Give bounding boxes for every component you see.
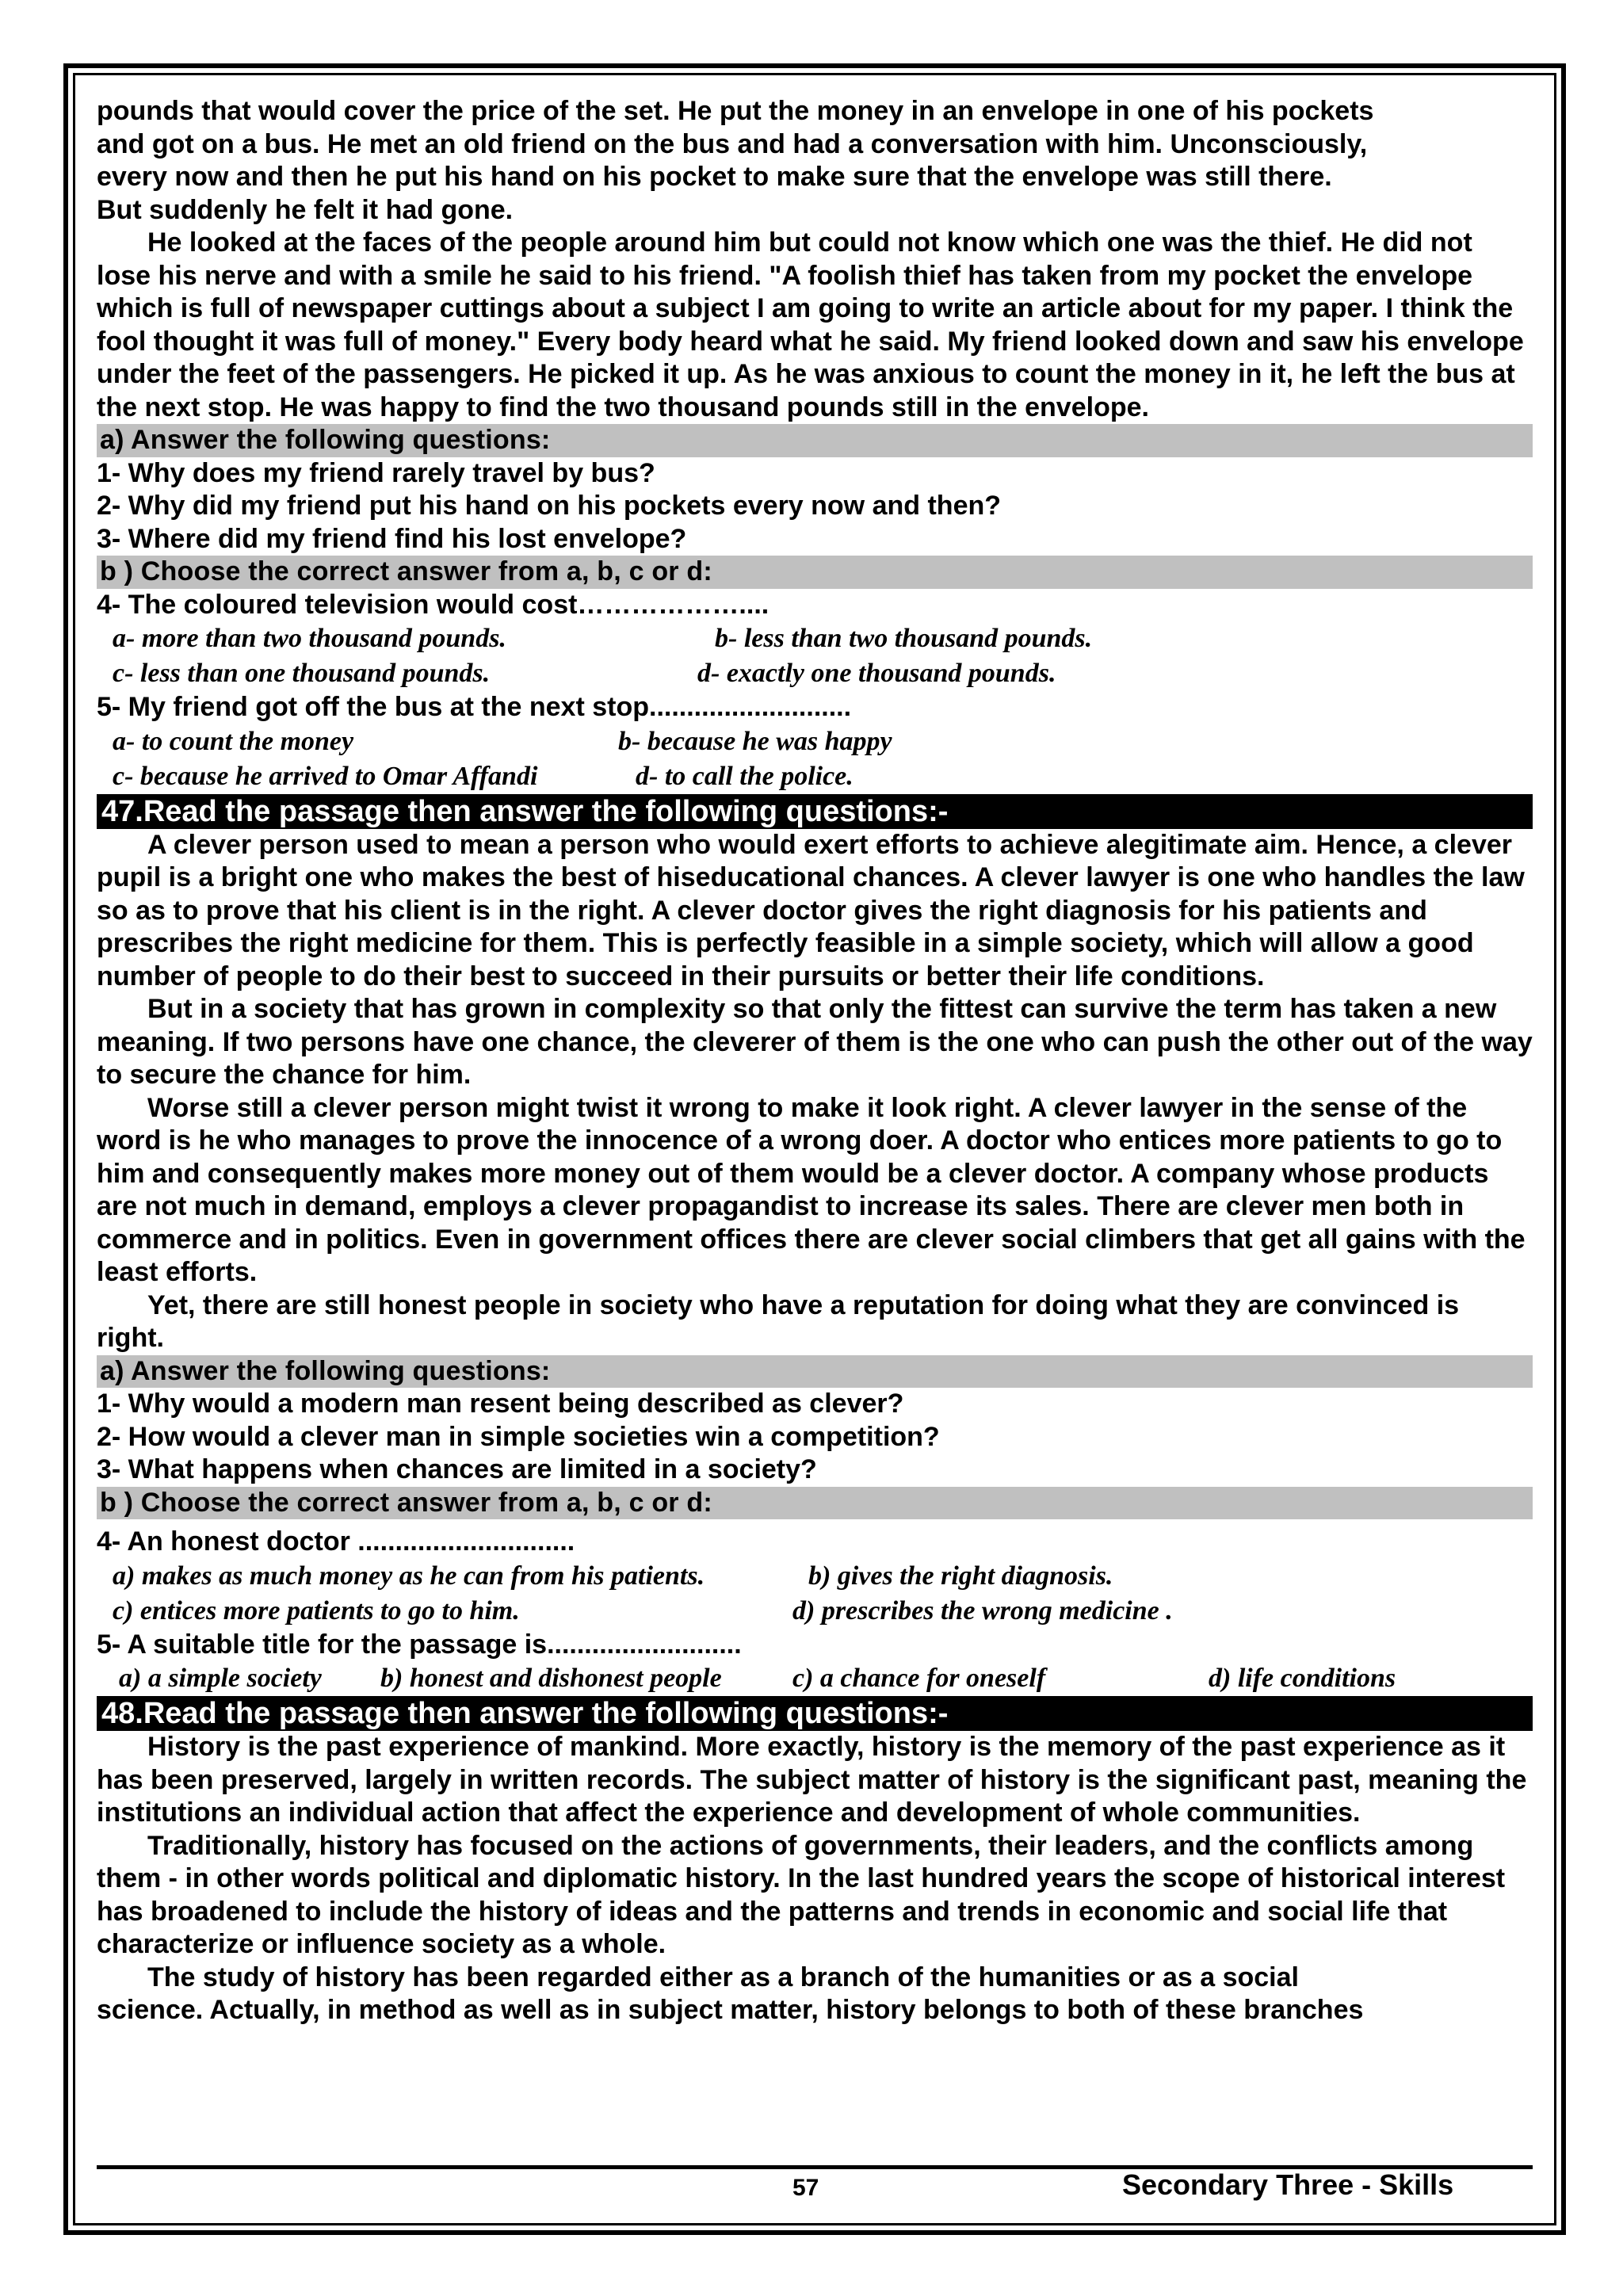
option: a- to count the money xyxy=(113,726,354,756)
passage-paragraph: History is the past experience of mankind. More exactly, history is the memory of the past experience as it has been preserved, largely in written records. The subject matter of history is the significant past, meaning the institutions an individual action that affect the experience and development of whole communities. xyxy=(97,1732,1527,1828)
question-item: 5- A suitable title for the passage is.......................... xyxy=(97,1629,742,1660)
question-item: 5- My friend got off the bus at the next stop........................... xyxy=(97,692,852,722)
question-item: 2- How would a clever man in simple societies win a competition? xyxy=(97,1421,940,1452)
option: d) prescribes the wrong medicine . xyxy=(792,1595,1173,1626)
question-item: 4- An honest doctor ............................. xyxy=(97,1526,575,1557)
options-row xyxy=(97,759,1533,794)
options-row xyxy=(97,1594,1533,1629)
questions-b-header: b ) Choose the correct answer from a, b, c or d: xyxy=(97,556,1533,589)
option: d- to call the police. xyxy=(636,761,854,791)
option: a) makes as much money as he can from his patients. xyxy=(113,1561,705,1591)
question-item: 3- Where did my friend find his lost envelope? xyxy=(97,523,687,554)
passage-paragraph: He looked at the faces of the people around him but could not know which one was the thief. He did not lose his nerve and with a smile he said to his friend. "A foolish thief has taken from my pocket the envelope which is full of newspaper cuttings about a subject I am going to write an article about for my paper. I think the fool thought it was full of money." Every body heard what he said. My friend looked down and saw his envelope under the feet of the passengers. He picked it up. As he was anxious to count the money in it, he left the bus at the next stop. He was happy to find the two thousand pounds still in the envelope. xyxy=(97,227,1524,422)
option: a- more than two thousand pounds. xyxy=(113,624,506,653)
option: d- exactly one thousand pounds. xyxy=(697,659,1056,688)
option: b) honest and dishonest people xyxy=(380,1664,722,1693)
passage-line: and got on a bus. He met an old friend on the bus and had a conversation with him. Unconsciously, xyxy=(97,128,1368,159)
passage-line: every now and then he put his hand on his pocket to make sure that the envelope was still there. xyxy=(97,162,1332,192)
question-item: 2- Why did my friend put his hand on his pockets every now and then? xyxy=(97,491,1002,521)
passage-paragraph: Yet, there are still honest people in society who have a reputation for doing what they are convinced is right. xyxy=(97,1289,1460,1353)
options-row xyxy=(97,656,1533,691)
question-item: 4- The coloured television would cost……………….... xyxy=(97,589,769,620)
question-item: 1- Why does my friend rarely travel by bus? xyxy=(97,457,655,488)
questions-a-header: a) Answer the following questions: xyxy=(97,1355,1533,1389)
questions-b-header: b ) Choose the correct answer from a, b, c or d: xyxy=(97,1487,1533,1520)
questions-a-header: a) Answer the following questions: xyxy=(97,424,1533,457)
option: b) gives the right diagnosis. xyxy=(808,1561,1113,1591)
passage-paragraph: Worse still a clever person might twist it wrong to make it look right. A clever lawyer in the sense of the word is he who manages to prove the innocence of a wrong doer. A doctor who entices more patients to go to him and consequently makes more money out of them would be a clever doctor. A company whose products are not much in demand, employs a clever propagandist to increase its sales. There are clever men both in commerce and in politics. Even in government offices there are clever social climbers that get all gains with the least efforts. xyxy=(97,1092,1526,1287)
option: c) entices more patients to go to him. xyxy=(113,1595,520,1626)
section-48-header: 48.Read the passage then answer the following questions:- xyxy=(97,1696,1533,1731)
option: b- less than two thousand pounds. xyxy=(715,624,1093,653)
options-row xyxy=(97,621,1533,656)
page-content xyxy=(97,95,1533,2027)
option: d) life conditions xyxy=(1209,1664,1396,1693)
option: a) a simple society xyxy=(119,1664,322,1693)
option: c- less than one thousand pounds. xyxy=(113,659,491,688)
passage-line: pounds that would cover the price of the set. He put the money in an envelope in one of his pockets xyxy=(97,96,1374,126)
footer-title: Secondary Three - Skills xyxy=(1122,2168,1454,2201)
options-row xyxy=(97,1559,1533,1594)
options-row xyxy=(97,1661,1533,1696)
question-item: 3- What happens when chances are limited in a society? xyxy=(97,1454,817,1484)
passage-line: But suddenly he felt it had gone. xyxy=(97,194,514,225)
page-number: 57 xyxy=(792,2175,819,2201)
option: c) a chance for oneself xyxy=(792,1664,1046,1693)
passage-line: science. Actually, in method as well as in subject matter, history belongs to both of these branches xyxy=(97,1995,1364,2025)
section-47-header: 47.Read the passage then answer the following questions:- xyxy=(97,794,1533,829)
option: c- because he arrived to Omar Affandi xyxy=(113,761,538,791)
passage-paragraph: A clever person used to mean a person who would exert efforts to achieve alegitimate aim. Hence, a clever pupil is a bright one who makes the best of hiseducational chances. A clever lawyer is one who handles the law so as to prove that his client is in the right. A clever doctor gives the right diagnosis for his patients and prescribes the right medicine for them. This is perfectly feasible in a simple society, which will allow a good number of people to do their best to succeed in their pursuits or better their life conditions. xyxy=(97,829,1525,991)
options-row xyxy=(97,724,1533,759)
passage-line: The study of history has been regarded either as a branch of the humanities or as a social xyxy=(147,1962,1299,1992)
option: b- because he was happy xyxy=(618,726,892,756)
passage-paragraph: But in a society that has grown in complexity so that only the fittest can survive the term has taken a new meaning. If two persons have one chance, the cleverer of them is the one who can push the other out of the way to secure the chance for him. xyxy=(97,994,1533,1090)
passage-paragraph: Traditionally, history has focused on the actions of governments, their leaders, and the conflicts among them - in other words political and diplomatic history. In the last hundred years the scope of historical interest has broadened to include the history of ideas and the patterns and trends in economic and social life that characterize or influence society as a whole. xyxy=(97,1830,1506,1959)
question-item: 1- Why would a modern man resent being described as clever? xyxy=(97,1389,904,1419)
